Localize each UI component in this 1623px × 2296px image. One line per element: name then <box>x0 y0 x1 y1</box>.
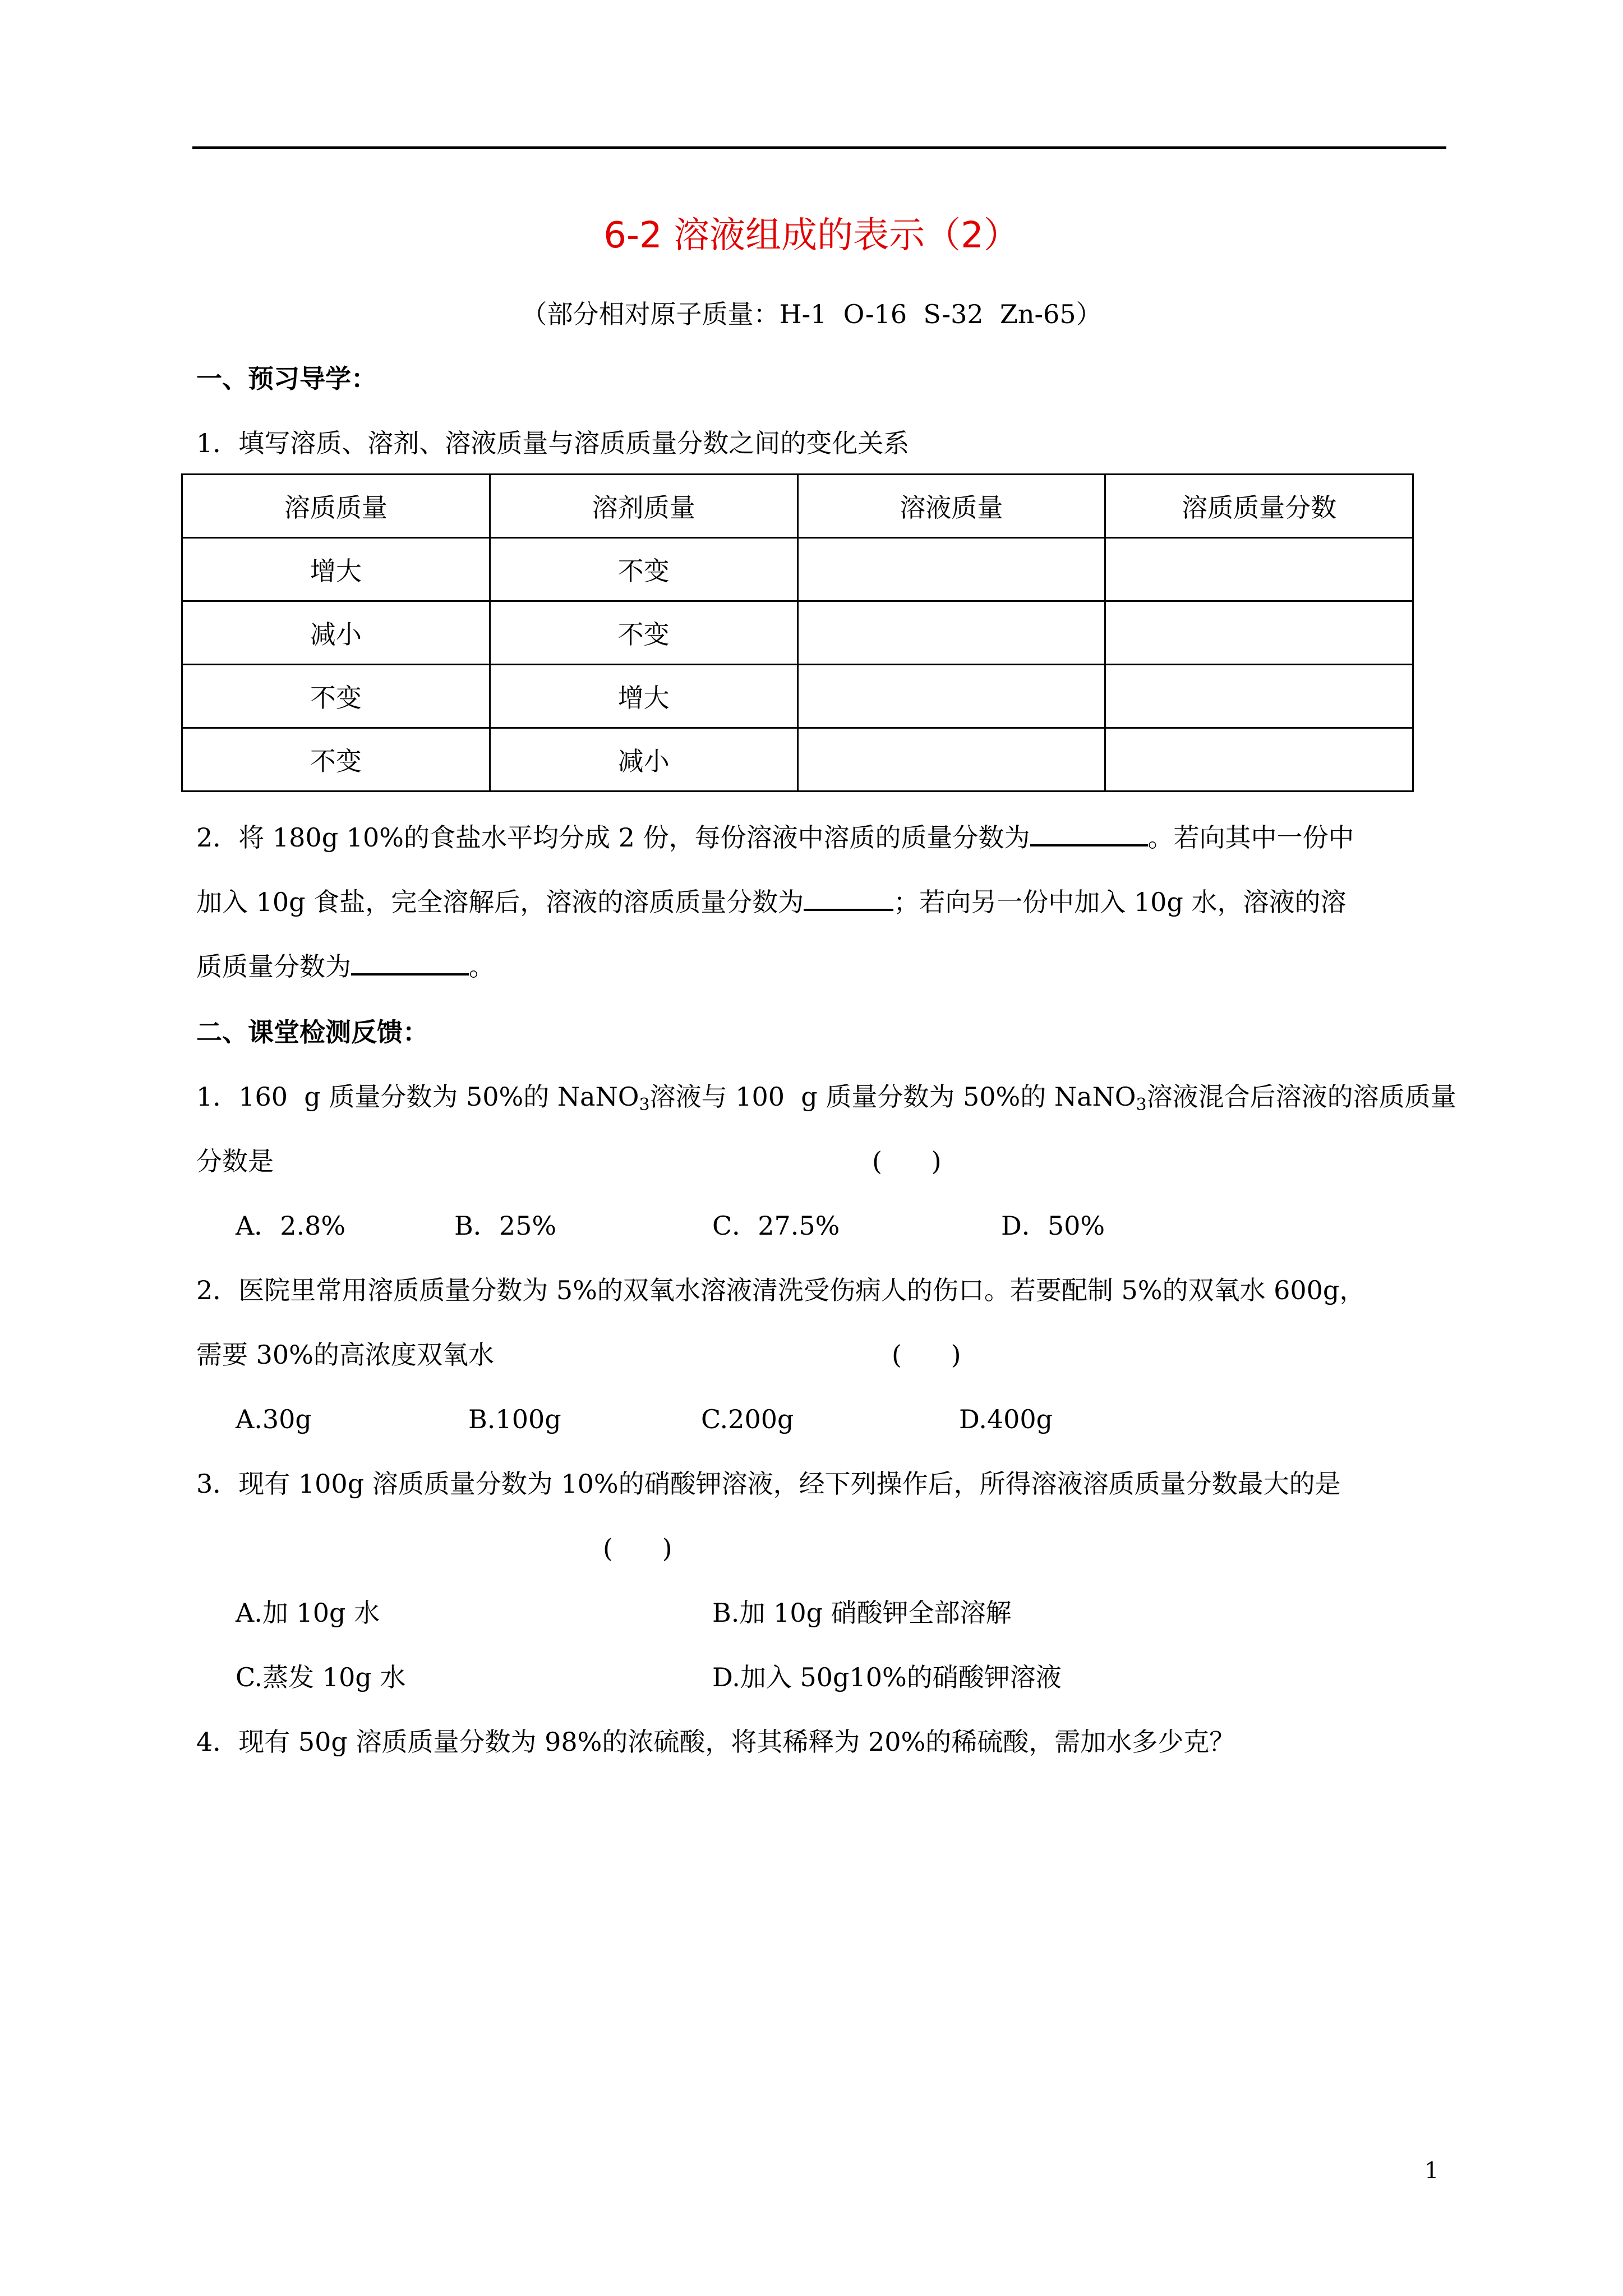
section1-q1-text: 1．填写溶质、溶剂、溶液质量与溶质质量分数之间的变化关系 <box>196 428 910 458</box>
q2-text: 2．将 180g 10%的食盐水平均分成 2 份，每份溶液中溶质的质量分数为 <box>196 822 1030 853</box>
table-row <box>182 728 1413 792</box>
table-header-cell: 溶液质量 <box>797 475 1105 538</box>
q2-text: ；若向另一份中加入 10g 水，溶液的溶 <box>893 887 1347 917</box>
q1-text: 溶液与 100 g 质量分数为 50%的 NaNO <box>649 1082 1136 1112</box>
q2-text: 加入 10g 食盐，完全溶解后，溶液的溶质质量分数为 <box>196 887 804 917</box>
section2-q4-text: 4．现有 50g 溶质质量分数为 98%的浓硫酸，将其稀释为 20%的稀硫酸，需加水多少克？ <box>196 1727 1235 1757</box>
option-c[interactable]: C.蒸发 10g 水 <box>236 1662 406 1692</box>
option-d[interactable]: D．50% <box>1001 1211 1105 1241</box>
table-header-cell: 溶质质量分数 <box>1105 475 1413 538</box>
subscript: 3 <box>1136 1095 1147 1115</box>
table-cell: 不变 <box>490 601 797 665</box>
q2-text: 。 <box>469 951 495 982</box>
answer-paren[interactable]: ( ) <box>603 1533 672 1563</box>
subscript: 3 <box>639 1095 650 1115</box>
table-answer-cell[interactable] <box>1105 538 1413 601</box>
table-answer-cell[interactable] <box>797 538 1105 601</box>
table-cell: 不变 <box>182 665 490 728</box>
q1-text: 1．160 g 质量分数为 50%的 NaNO <box>196 1082 639 1112</box>
section2-q2-line2: 需要 30%的高浓度双氧水 <box>196 1340 494 1370</box>
section2-q2-line1: 2．医院里常用溶质质量分数为 5%的双氧水溶液清洗受伤病人的伤口。若要配制 5%的双氧水 600g， <box>196 1275 1366 1305</box>
table-cell: 增大 <box>490 665 797 728</box>
relation-table <box>181 473 1414 792</box>
option-a[interactable]: A.30g <box>236 1404 312 1434</box>
answer-blank[interactable] <box>1030 816 1148 846</box>
table-row <box>182 601 1413 665</box>
table-answer-cell[interactable] <box>1105 665 1413 728</box>
table-header-row <box>182 475 1413 538</box>
table-answer-cell[interactable] <box>797 665 1105 728</box>
section1-heading: 一、预习导学： <box>196 364 377 394</box>
answer-paren[interactable]: ( ) <box>872 1146 942 1176</box>
answer-paren[interactable]: ( ) <box>892 1340 961 1370</box>
section1-q2-line3 <box>196 945 495 986</box>
page-title: 6-2 溶液组成的表示（2） <box>603 215 1020 256</box>
table-header-cell: 溶质质量 <box>182 475 490 538</box>
option-d[interactable]: D.400g <box>959 1404 1053 1434</box>
table-row <box>182 538 1413 601</box>
atomic-masses-note: （部分相对原子质量：H-1 O-16 S-32 Zn-65） <box>521 299 1102 329</box>
table-answer-cell[interactable] <box>1105 728 1413 792</box>
header-rule <box>192 146 1446 149</box>
answer-blank[interactable] <box>804 881 893 911</box>
option-a[interactable]: A.加 10g 水 <box>236 1598 380 1628</box>
table-cell: 不变 <box>490 538 797 601</box>
table-answer-cell[interactable] <box>1105 601 1413 665</box>
section2-q3-line1: 3．现有 100g 溶质质量分数为 10%的硝酸钾溶液，经下列操作后，所得溶液溶质质量分数最大的是 <box>196 1469 1341 1499</box>
section2-heading: 二、课堂检测反馈： <box>196 1017 428 1047</box>
section1-q2-line1 <box>196 816 1354 857</box>
table-cell: 减小 <box>182 601 490 665</box>
table-answer-cell[interactable] <box>797 728 1105 792</box>
table-row <box>182 665 1413 728</box>
table-header-cell: 溶剂质量 <box>490 475 797 538</box>
table-answer-cell[interactable] <box>797 601 1105 665</box>
option-b[interactable]: B.加 10g 硝酸钾全部溶解 <box>712 1598 1012 1628</box>
section2-q1-line1 <box>196 1077 1456 1116</box>
section2-q1-line2: 分数是 <box>196 1146 274 1176</box>
page-number: 1 <box>1424 2158 1439 2184</box>
section1-q2-line2 <box>196 881 1346 922</box>
option-c[interactable]: C.200g <box>701 1404 794 1434</box>
table-cell: 不变 <box>182 728 490 792</box>
option-d[interactable]: D.加入 50g10%的硝酸钾溶液 <box>712 1662 1062 1692</box>
option-b[interactable]: B.100g <box>468 1404 561 1434</box>
q2-text: 。若向其中一份中 <box>1147 822 1354 853</box>
table-cell: 增大 <box>182 538 490 601</box>
table-cell: 减小 <box>490 728 797 792</box>
option-a[interactable]: A．2.8% <box>236 1211 346 1241</box>
option-b[interactable]: B．25% <box>454 1211 557 1241</box>
q1-text: 溶液混合后溶液的溶质质量 <box>1146 1082 1456 1112</box>
option-c[interactable]: C．27.5% <box>712 1211 840 1241</box>
answer-blank[interactable] <box>351 945 469 976</box>
q2-text: 质质量分数为 <box>196 951 351 982</box>
